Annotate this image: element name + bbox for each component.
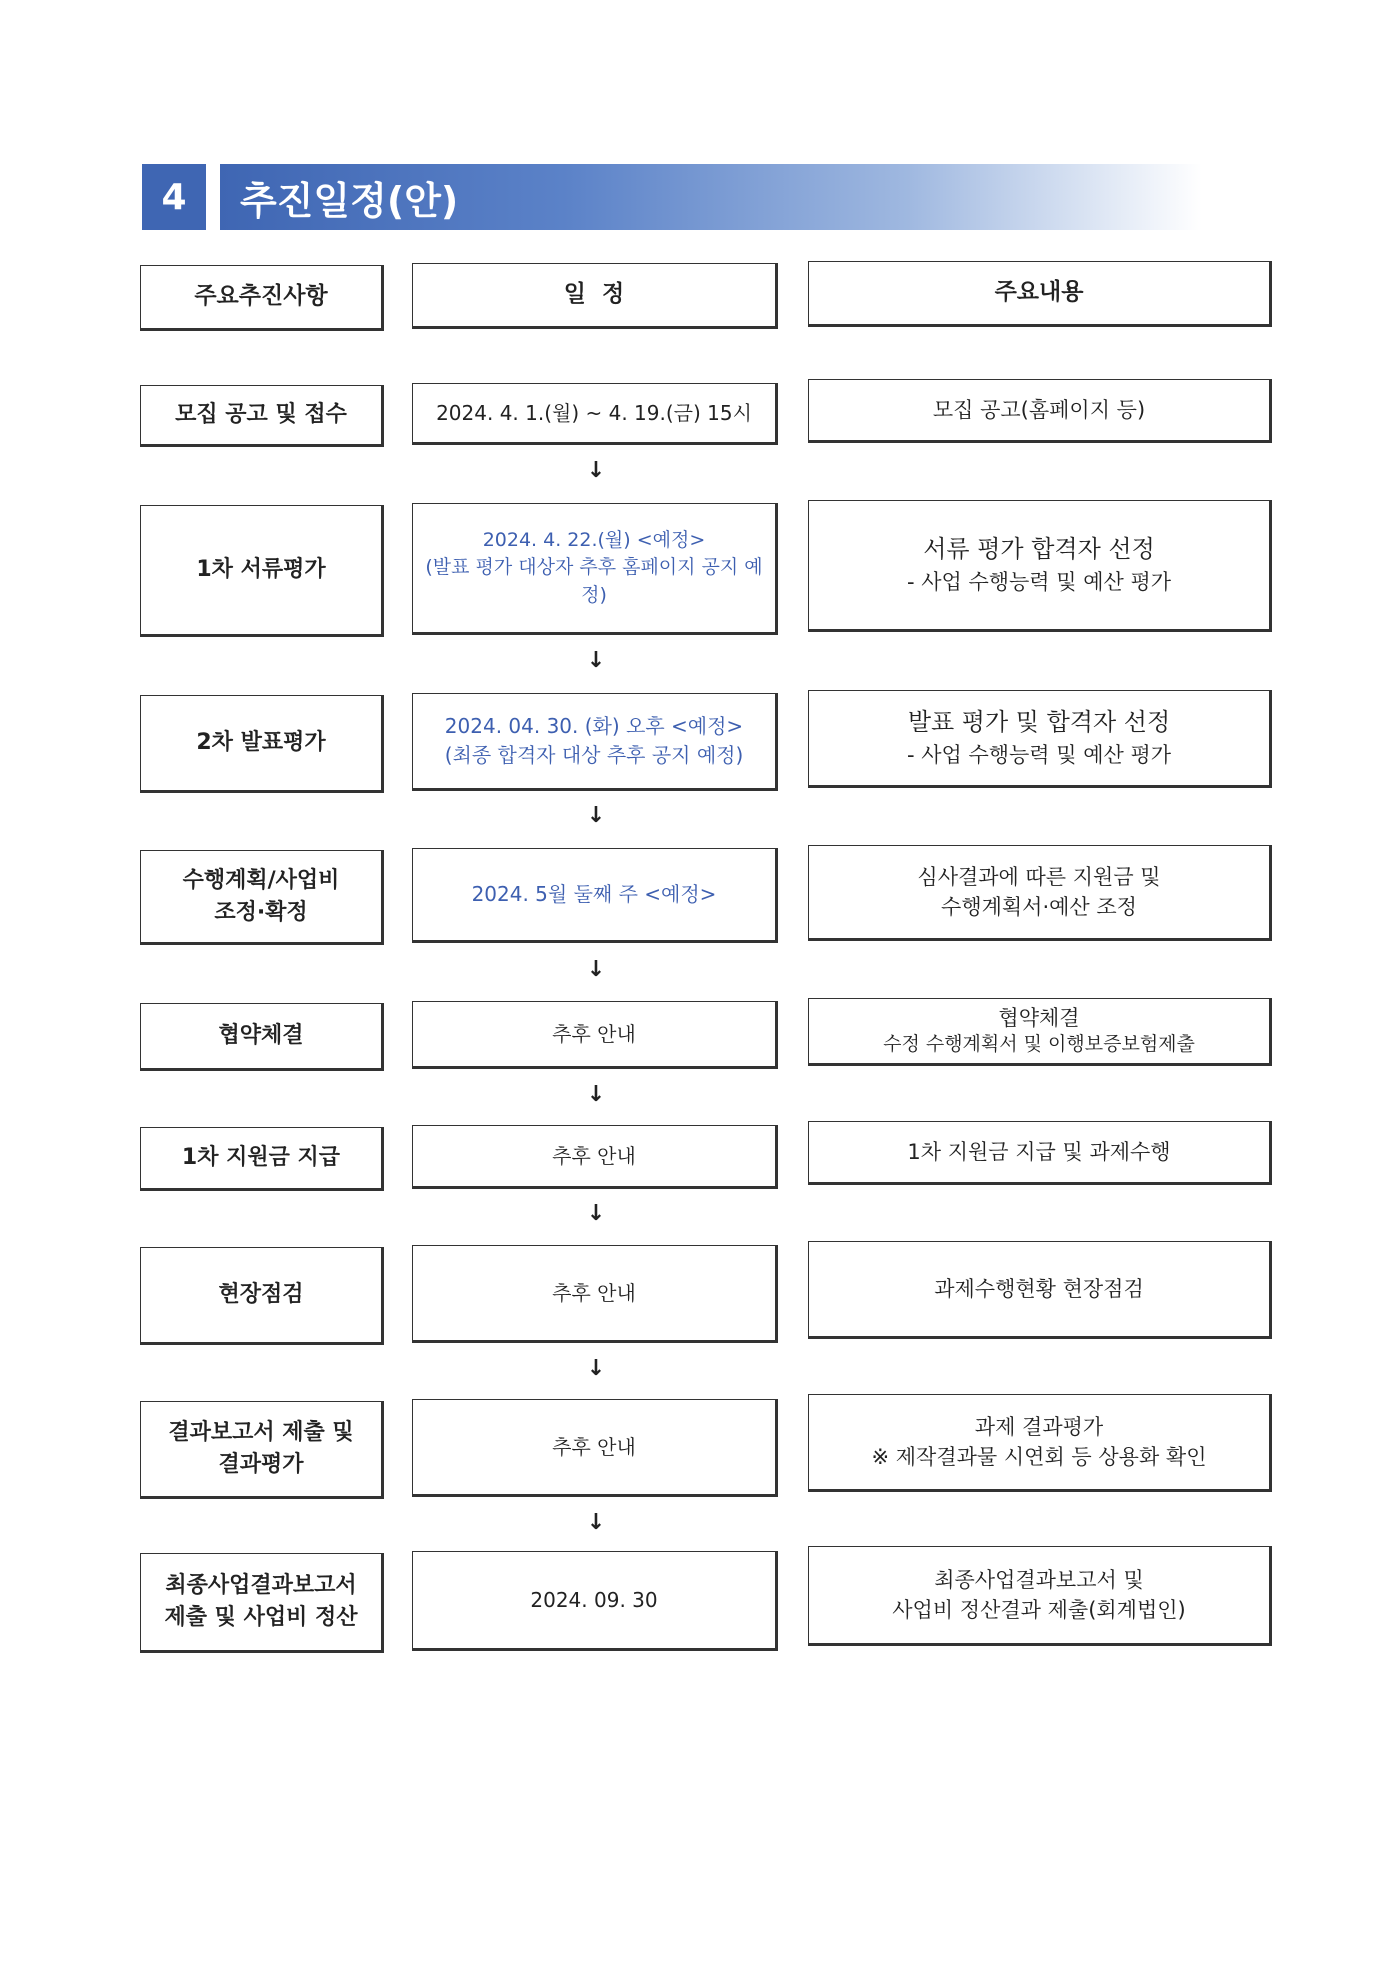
row-content bbox=[808, 1546, 1272, 1646]
row-schedule bbox=[412, 503, 778, 635]
row-content-line: ※ 제작결과물 시연회 등 상용화 확인 bbox=[871, 1445, 1207, 1469]
row-content bbox=[808, 1121, 1272, 1185]
row-item bbox=[140, 1401, 384, 1499]
row-item-line: 1차 서류평가 bbox=[196, 557, 326, 583]
row-schedule bbox=[412, 1001, 778, 1069]
header-item bbox=[140, 265, 384, 331]
header-content-label: 주요내용 bbox=[994, 279, 1084, 306]
row-content-line: - 사업 수행능력 및 예산 평가 bbox=[906, 743, 1172, 768]
row-schedule-line: 2024. 04. 30. (화) 오후 <예정> bbox=[444, 714, 744, 738]
flow-arrow-icon: ↓ bbox=[586, 803, 606, 828]
row-item bbox=[140, 1127, 384, 1191]
row-schedule-line: 추후 안내 bbox=[552, 1143, 636, 1168]
row-schedule bbox=[412, 848, 778, 943]
row-item bbox=[140, 385, 384, 447]
row-content bbox=[808, 500, 1272, 632]
row-schedule bbox=[412, 1245, 778, 1343]
row-item bbox=[140, 505, 384, 637]
section-header bbox=[142, 164, 1202, 230]
row-schedule-line: 2024. 4. 22.(월) <예정> bbox=[482, 528, 706, 551]
row-item-line: 결과보고서 제출 및 bbox=[168, 1420, 354, 1446]
row-schedule-line: 추후 안내 bbox=[552, 1434, 636, 1459]
row-content bbox=[808, 998, 1272, 1066]
row-content-line: 발표 평가 및 합격자 선정 bbox=[907, 708, 1171, 737]
row-content-line: 서류 평가 합격자 선정 bbox=[923, 535, 1155, 564]
row-content-line: 협약체결 bbox=[998, 1006, 1080, 1030]
flow-arrow-icon: ↓ bbox=[586, 1082, 606, 1107]
flow-arrow-icon: ↓ bbox=[586, 648, 606, 673]
row-schedule bbox=[412, 383, 778, 445]
row-schedule-line: 2024. 09. 30 bbox=[530, 1587, 658, 1612]
row-content bbox=[808, 845, 1272, 941]
row-content bbox=[808, 690, 1272, 788]
flow-arrow-icon: ↓ bbox=[586, 458, 606, 483]
row-content-line: 최종사업결과보고서 및 bbox=[934, 1567, 1144, 1592]
row-item-line: 1차 지원금 지급 bbox=[181, 1145, 341, 1171]
row-item bbox=[140, 1247, 384, 1345]
row-item-line: 제출 및 사업비 정산 bbox=[164, 1605, 358, 1630]
row-content-line: 심사결과에 따른 지원금 및 bbox=[917, 864, 1161, 889]
row-item bbox=[140, 1003, 384, 1071]
row-content bbox=[808, 1241, 1272, 1339]
row-content-line: 수행계획서·예산 조정 bbox=[941, 895, 1137, 919]
row-item-line: 현장점검 bbox=[218, 1282, 304, 1308]
section-number: 4 bbox=[142, 164, 206, 230]
row-content-line: 과제 결과평가 bbox=[974, 1414, 1104, 1439]
row-content bbox=[808, 379, 1272, 443]
row-item bbox=[140, 695, 384, 793]
flow-arrow-icon: ↓ bbox=[586, 1201, 606, 1226]
row-content-line: 사업비 정산결과 제출(회계법인) bbox=[892, 1598, 1186, 1622]
header-content bbox=[808, 261, 1272, 327]
flow-arrow-icon: ↓ bbox=[586, 1356, 606, 1381]
row-schedule bbox=[412, 1399, 778, 1497]
flow-arrow-icon: ↓ bbox=[586, 1510, 606, 1535]
row-content-line: 수정 수행계획서 및 이행보증보험제출 bbox=[883, 1033, 1195, 1056]
row-schedule-line: 2024. 4. 1.(월) ~ 4. 19.(금) 15시 bbox=[436, 400, 752, 425]
row-content-line: 과제수행현황 현장점검 bbox=[934, 1276, 1144, 1301]
row-schedule bbox=[412, 693, 778, 791]
row-item-line: 결과평가 bbox=[218, 1452, 304, 1477]
flow-arrow-icon: ↓ bbox=[586, 957, 606, 982]
row-item-line: 협약체결 bbox=[218, 1023, 304, 1049]
row-schedule bbox=[412, 1125, 778, 1189]
row-schedule-line: 추후 안내 bbox=[552, 1280, 636, 1305]
row-schedule-line: 추후 안내 bbox=[552, 1021, 636, 1046]
row-item-line: 최종사업결과보고서 bbox=[165, 1573, 357, 1599]
section-title: 추진일정(안) bbox=[220, 164, 1202, 230]
row-schedule-line: (발표 평가 대상자 추후 홈페이지 공지 예정) bbox=[425, 556, 763, 606]
row-item-line: 조정·확정 bbox=[214, 899, 308, 925]
row-content-line: 1차 지원금 지급 및 과제수행 bbox=[907, 1139, 1171, 1164]
header-item-label: 주요추진사항 bbox=[194, 283, 328, 310]
row-item bbox=[140, 1553, 384, 1653]
row-content-line: 모집 공고(홈페이지 등) bbox=[932, 397, 1146, 422]
row-item bbox=[140, 850, 384, 945]
header-schedule bbox=[412, 263, 778, 329]
row-schedule-line: (최종 합격자 대상 추후 공지 예정) bbox=[444, 743, 744, 767]
row-content bbox=[808, 1394, 1272, 1492]
header-schedule-label: 일 정 bbox=[563, 281, 625, 308]
row-item-line: 2차 발표평가 bbox=[196, 730, 326, 756]
row-schedule-line: 2024. 5월 둘째 주 <예정> bbox=[471, 882, 717, 906]
row-schedule bbox=[412, 1551, 778, 1651]
row-item-line: 모집 공고 및 접수 bbox=[175, 402, 347, 428]
row-item-line: 수행계획/사업비 bbox=[182, 867, 340, 893]
row-content-line: - 사업 수행능력 및 예산 평가 bbox=[906, 570, 1172, 595]
